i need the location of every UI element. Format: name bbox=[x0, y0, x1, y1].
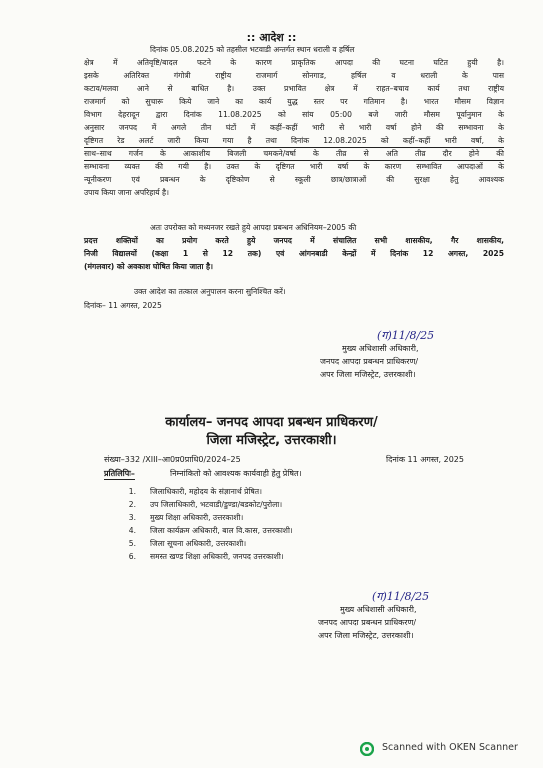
list-item: 1. जिलाधिकारी, महोदय के संज्ञानार्थ प्रेषित। bbox=[128, 487, 262, 496]
reference-date: दिनांक 11 अगस्त, 2025 bbox=[386, 455, 464, 464]
signature-line: अपर जिला मजिस्ट्रेट, उत्तरकाशी। bbox=[320, 370, 416, 379]
para1-line: सम्भावना व्यक्त की गयी है। उक्त के दृष्टिगत भारी वर्षा के कारण सम्भावित आपदाओं के bbox=[84, 162, 504, 171]
para2-line: (मंगलवार) को अवकाश घोषित किया जाता है। bbox=[84, 262, 213, 271]
signature-line: जनपद आपदा प्रबन्धन प्राधिकरण/ bbox=[318, 618, 417, 627]
para2-line: प्रदत्त शक्तियों का प्रयोग करते हुये जनपद में संचालित सभी शासकीय, गैर शासकीय, bbox=[84, 236, 504, 245]
copy-intro: निम्नांकितो को आवश्यक कार्यवाही हेतु प्रेषित। bbox=[170, 469, 302, 478]
handwritten-signature: (ग)11/8/25 bbox=[377, 329, 435, 342]
oken-scanner-logo-icon bbox=[360, 741, 374, 755]
para1-line: उपाय किया जाना अपरिहार्य है। bbox=[84, 188, 169, 197]
para2-line: निजी विद्यालयों (कक्षा 1 से 12 तक) एवं आंगनबाडी केन्द्रों में दिनांक 12 अगस्त, 2025 bbox=[84, 249, 504, 258]
order-date: दिनांक– 11 अगस्त, 2025 bbox=[84, 301, 162, 310]
para1-line: विभाग देहरादून द्वारा दिनांक 11.08.2025 को सांय 05:00 बजे जारी मौसम पूर्वानुमान के bbox=[84, 110, 504, 119]
para2-line: अतः उपरोक्त को मध्यनजर रखते हुये आपदा प्रबन्धन अधिनियम–2005 की bbox=[150, 223, 357, 232]
para1-line: इसके अतिरिक्त गंगोत्री राष्ट्रीय राजमार्ग सोनगाड, हर्षिल व धराली के पास bbox=[84, 71, 504, 80]
para1-line: अनुसार जनपद में अगले तीन घंटों में कहीं–कहीं भारी से भारी वर्षा होने की सम्भावना के bbox=[84, 123, 504, 132]
para1-line: कटाव/मलवा आने से बाधित है। उक्त प्रभावित क्षेत्र में राहत–बचाव कार्य तथा राष्ट्रीय bbox=[84, 84, 504, 93]
copy-to-label: प्रतिलिपिः– bbox=[104, 469, 135, 478]
para1-line: राजमार्ग को सुचारू किये जाने का कार्य युद्ध स्तर पर गतिमान है। भारत मौसम विज्ञान bbox=[84, 97, 504, 106]
para1-line: दिनांक 05.08.2025 को तहसील भटवाडी अन्तर्गत स्थान धराली व हर्षिल bbox=[150, 45, 355, 54]
list-item: 6. समस्त खण्ड शिक्षा अधिकारी, जनपद उत्तरकाशी। bbox=[128, 552, 284, 561]
signature-line: जनपद आपदा प्रबन्धन प्राधिकरण/ bbox=[320, 357, 419, 366]
compliance-line: उक्त आदेश का तत्काल अनुपालन करना सुनिश्चित करें। bbox=[134, 287, 286, 296]
para1-line: दृष्टिगत रेड अलर्ट जारी किया गया है तथा दिनांक 12.08.2025 को कहीं–कहीं भारी वर्षा, के bbox=[84, 135, 504, 148]
para1-line: क्षेत्र में अतिवृष्टि/बादल फटने के कारण प्राकृतिक आपदा की घटना घटित हुयी है। bbox=[84, 58, 504, 67]
signature-line: मुख्य अधिशासी अधिकारी, bbox=[342, 344, 419, 353]
para1-line: साथ–साथ गर्जन के आकाशीय बिजली चमकने/वर्षा के तीव्र से अति तीव्र दौर होने की bbox=[84, 148, 504, 161]
signature-line: अपर जिला मजिस्ट्रेट, उत्तरकाशी। bbox=[318, 631, 414, 640]
signature-line: मुख्य अधिशासी अधिकारी, bbox=[340, 605, 417, 614]
office-heading-line-1: कार्यालय– जनपद आपदा प्रबन्धन प्राधिकरण/ bbox=[165, 415, 378, 430]
list-item: 3. मुख्य शिक्षा अधिकारी, उत्तरकाशी। bbox=[128, 513, 244, 522]
reference-number: संख्या–332 /XIII–आ0प्र0प्राधि0/2024–25 bbox=[104, 455, 241, 464]
list-item: 4. जिला कार्यक्रम अधिकारी, बाल वि.कास, उत्तरकाशी। bbox=[128, 526, 293, 535]
para1-line: न्यूनीकरण एवं प्रबन्धन के दृष्टिकोण से स्कूली छात्र/छात्राओं की सुरक्षा हेतु आवश्यक bbox=[84, 175, 504, 184]
handwritten-signature: (ग)11/8/25 bbox=[372, 590, 430, 603]
list-item: 5. जिला सूचना अधिकारी, उत्तरकाशी। bbox=[128, 539, 247, 548]
order-title: :: आदेश :: bbox=[246, 31, 297, 44]
list-item: 2. उप जिलाधिकारी, भटवाडी/डुण्डा/बडकोट/पुरोला। bbox=[128, 500, 283, 509]
office-heading-line-2: जिला मजिस्ट्रेट, उत्तरकाशी। bbox=[206, 433, 337, 448]
scanner-watermark-text: Scanned with OKEN Scanner bbox=[382, 742, 518, 753]
